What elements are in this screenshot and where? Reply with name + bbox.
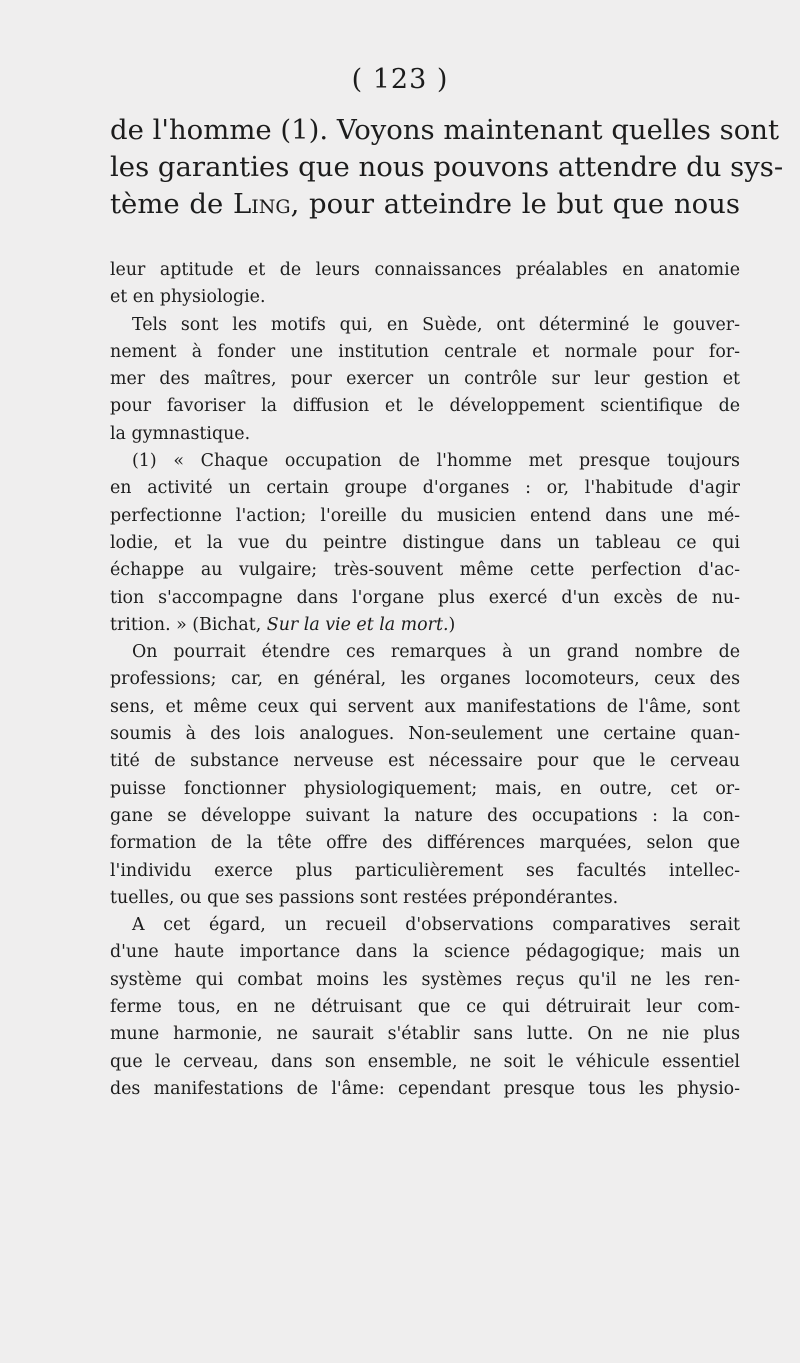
footnote-line: tion s'accompagne dans l'organe plus exercé d'un excès de nu- [110, 587, 740, 608]
text-line: gane se développe suivant la nature des occupations : la con- [110, 805, 740, 826]
lower-text-block [110, 257, 740, 1103]
text-line: et en physiologie. [110, 287, 266, 308]
main-text-line-2: les garanties que nous pouvons attendre du sys- [110, 151, 784, 183]
footnote-line: échappe au vulgaire; très-souvent même cette perfection d'ac- [110, 560, 740, 581]
text-line: d'une haute importance dans la science pédagogique; mais un [110, 942, 740, 963]
main-text-line-3: tème de Ling, pour atteindre le but que nous [110, 188, 740, 220]
footnote-line: perfectionne l'action; l'oreille du musicien entend dans une mé- [110, 505, 740, 526]
text-line: formation de la tête offre des différences marquées, selon que [110, 833, 740, 854]
text-line: tuelles, ou que ses passions sont restées prépondérantes. [110, 887, 619, 908]
page-number: ( 123 ) [351, 64, 449, 95]
text-line: puisse fonctionner physiologiquement; mais, en outre, cet or- [110, 778, 740, 799]
text-line: leur aptitude et de leurs connaissances préalables en anatomie [110, 260, 740, 280]
text-line: des manifestations de l'âme: cependant presque tous les physio- [110, 1078, 740, 1099]
text-line: système qui combat moins les systèmes reçus qu'il ne les ren- [110, 969, 740, 990]
text-line: Tels sont les motifs qui, en Suède, ont déterminé le gouver- [132, 314, 740, 335]
footnote-reference: 1 [291, 114, 309, 146]
text-line: nement à fonder une institution centrale et normale pour for- [110, 341, 740, 362]
footnote-line: lodie, et la vue du peintre distingue dans un tableau ce qui [110, 532, 740, 553]
text-line: tité de substance nerveuse est nécessaire pour que le cerveau [110, 751, 740, 772]
author-name: Ling [232, 188, 291, 220]
text-line: On pourrait étendre ces remarques à un grand nombre de [132, 642, 740, 663]
text-line: A cet égard, un recueil d'observations comparatives serait [132, 915, 740, 936]
text-line: sens, et même ceux qui servent aux manifestations de l'âme, sont [110, 696, 740, 717]
footnote-citation: trition. » (Bichat, Sur la vie et la mort.) [110, 614, 456, 635]
cited-work-title: Sur la vie et la mort. [266, 614, 449, 635]
text-line: mune harmonie, ne saurait s'établir sans lutte. On ne nie plus [110, 1024, 740, 1045]
main-text-line-1: de l'homme (1). Voyons maintenant quelles sont [110, 114, 780, 146]
text-line: que le cerveau, dans son ensemble, ne soit le véhicule essentiel [110, 1051, 740, 1072]
text-line: pour favoriser la diffusion et le développement scientifique de [110, 396, 740, 417]
text-line: soumis à des lois analogues. Non-seulement une certaine quan- [110, 724, 740, 745]
text-line: la gymnastique. [110, 423, 251, 444]
footnote-line: (1) « Chaque occupation de l'homme met presque toujours [132, 451, 740, 472]
main-text-block [110, 112, 784, 223]
text-line: professions; car, en général, les organes locomoteurs, ceux des [110, 669, 740, 690]
text-line: l'individu exerce plus particulièrement ses facultés intellec- [110, 860, 740, 881]
text-line: ferme tous, en ne détruisant que ce qui détruirait leur com- [110, 997, 740, 1018]
footnote-line: en activité un certain groupe d'organes : or, l'habitude d'agir [110, 478, 740, 499]
text-line: mer des maîtres, pour exercer un contrôle sur leur gestion et [110, 369, 740, 390]
